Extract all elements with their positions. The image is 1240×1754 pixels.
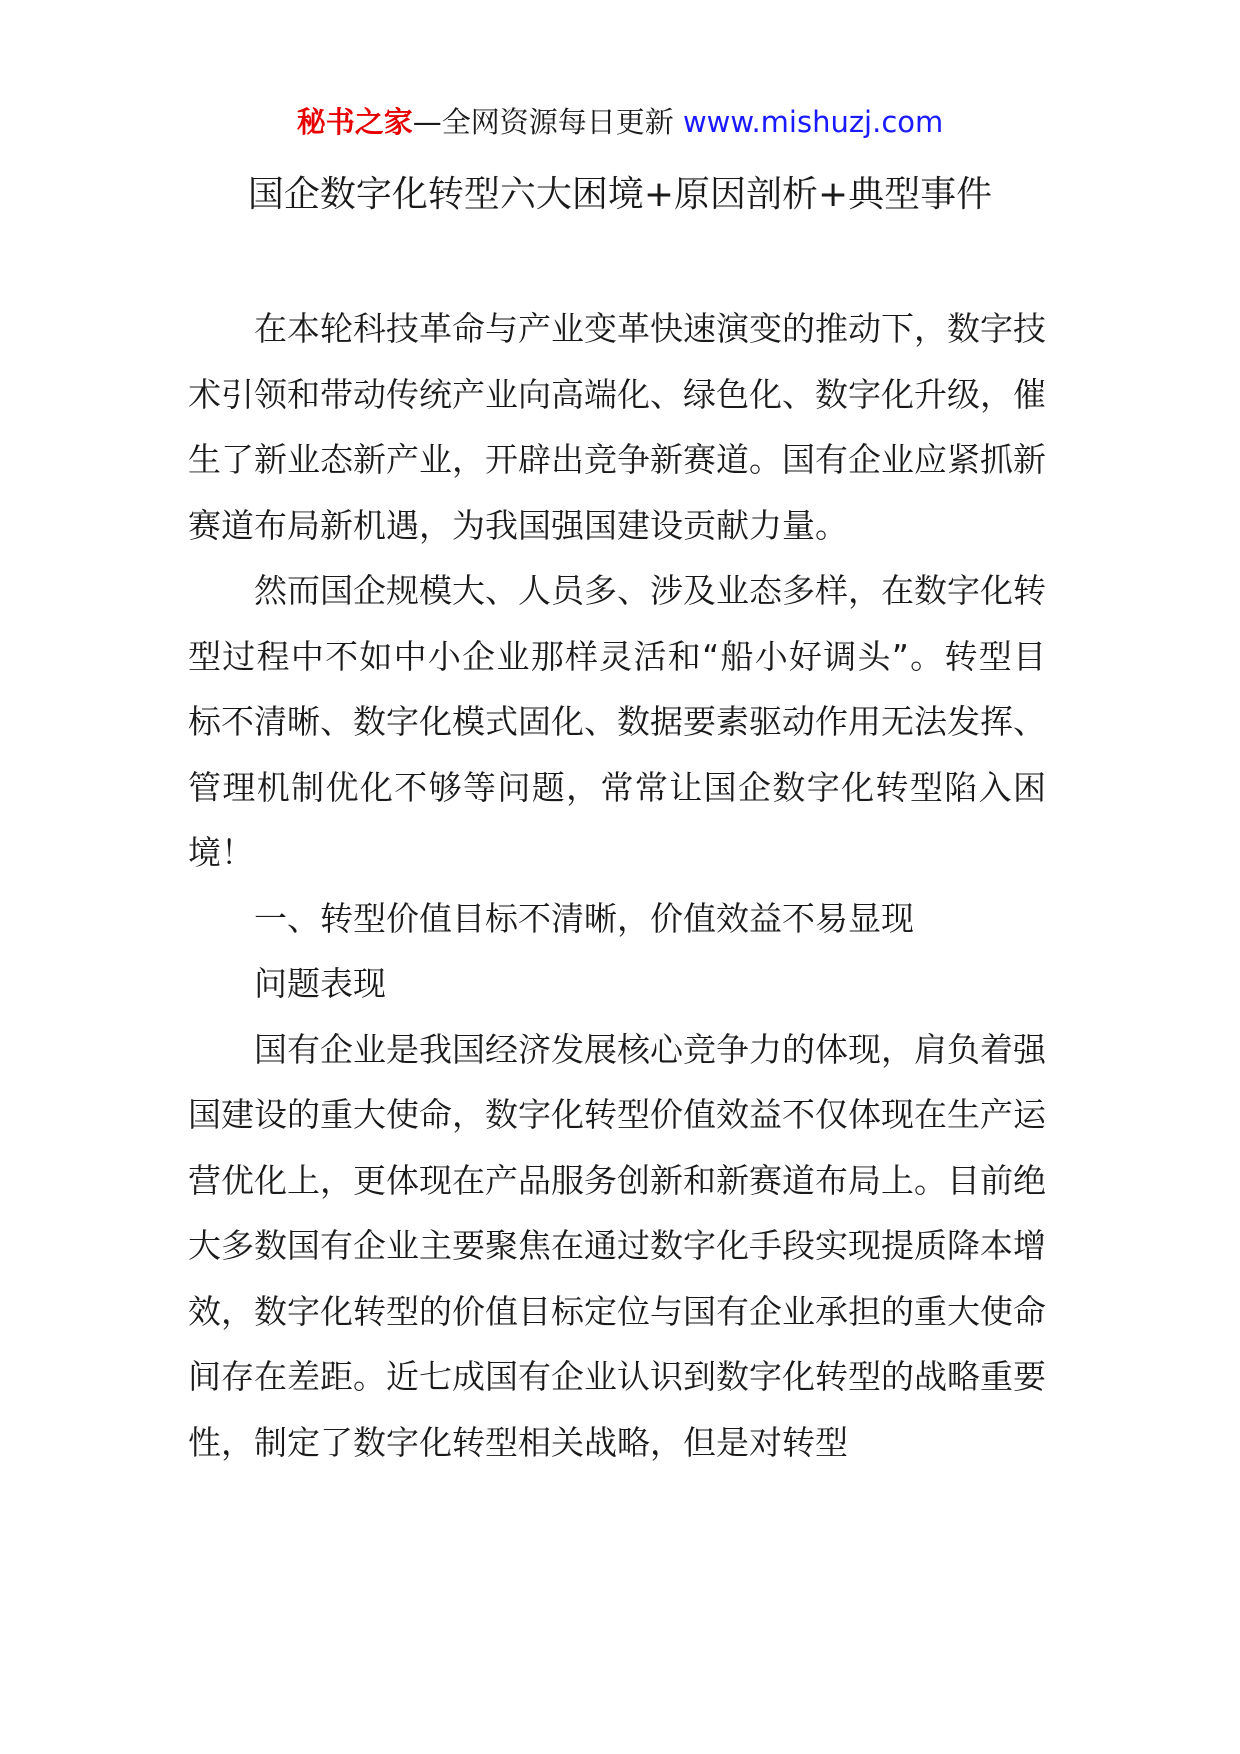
context-paragraph: 然而国企规模大、人员多、涉及业态多样，在数字化转型过程中不如中小企业那样灵活和“船小好调头”。转型目标不清晰、数字化模式固化、数据要素驱动作用无法发挥、管理机制优化不够等问题，常常让国企数字化转型陷入困境！ [188, 571, 1046, 872]
brand-name: 秘书之家 [296, 105, 413, 139]
intro-paragraph: 在本轮科技革命与产业变革快速演变的推动下，数字技术引领和带动传统产业向高端化、绿色化、数字化升级，催生了新业态新产业，开辟出竞争新赛道。国有企业应紧抓新赛道布局新机遇，为我国强国建设贡献力量。 [188, 309, 1046, 545]
problem-subheading: 问题表现 [254, 964, 386, 1003]
site-url-link[interactable]: www.mishuzj.com [682, 105, 944, 139]
site-header [0, 100, 1240, 144]
document-body [188, 296, 1046, 1475]
section-one-heading: 一、转型价值目标不清晰，价值效益不易显现 [254, 898, 914, 938]
document-title: 国企数字化转型六大困境+原因剖析+典型事件 [247, 174, 993, 215]
header-tagline: —全网资源每日更新 [412, 105, 683, 139]
section-one-paragraph: 国有企业是我国经济发展核心竞争力的体现，肩负着强国建设的重大使命，数字化转型价值效益不仅体现在生产运营优化上，更体现在产品服务创新和新赛道布局上。目前绝大多数国有企业主要聚焦在通过数字化手段实现提质降本增效，数字化转型的价值目标定位与国有企业承担的重大使命间存在差距。近七成国有企业认识到数字化转型的战略重要性，制定了数字化转型相关战略，但是对转型 [188, 1029, 1046, 1462]
